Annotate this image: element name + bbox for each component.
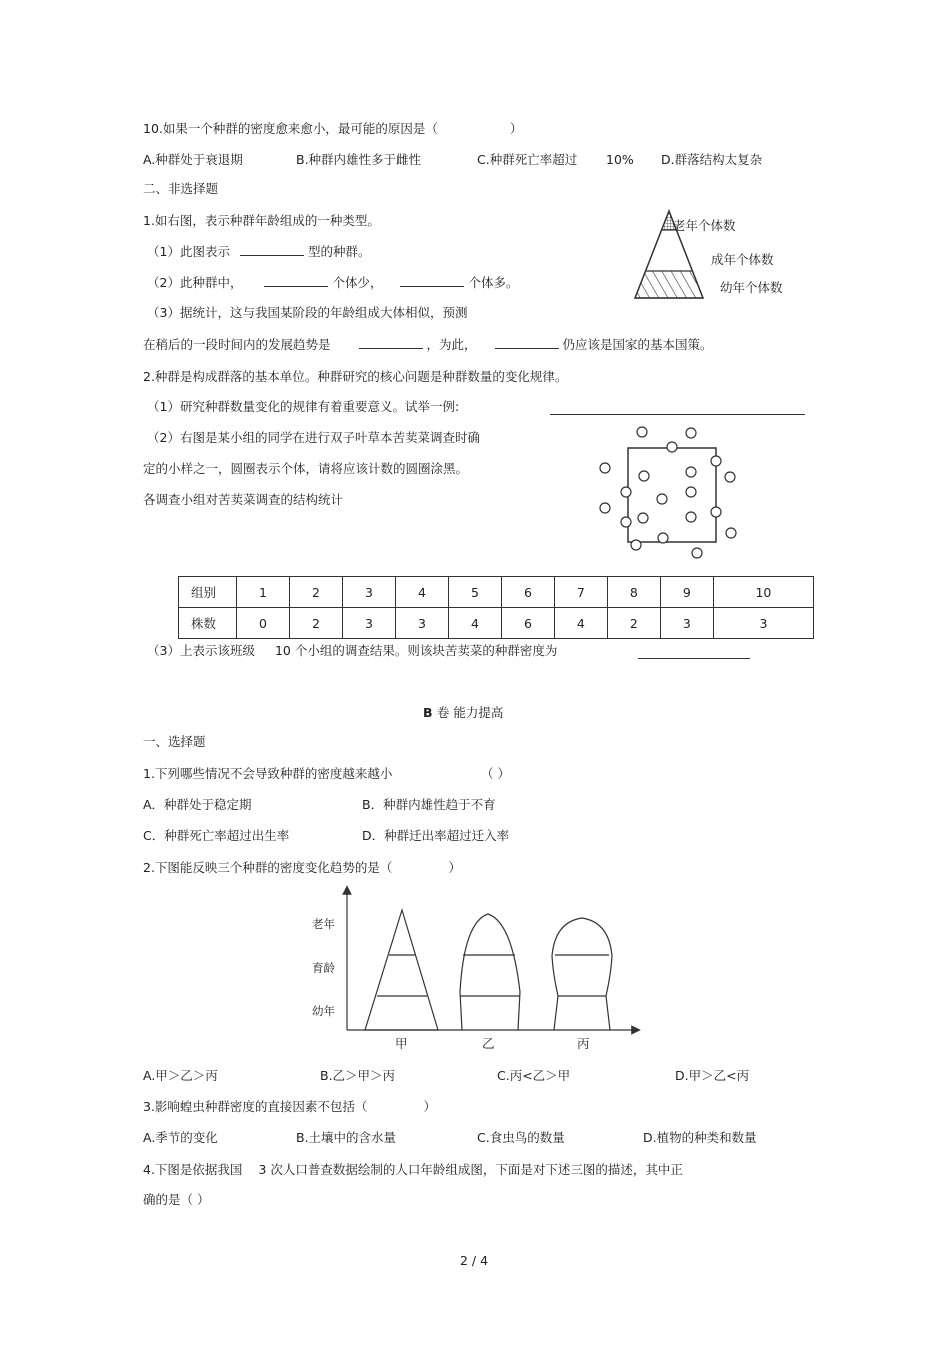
q10-option-c-percent: 10% [606,152,634,167]
individual [686,428,696,438]
q2-part2-cont: 定的小样之一，圆圈表示个体，请将应该计数的圆圈涂黑。 [143,461,469,476]
table-cell: 3 [342,608,395,639]
individual [711,507,721,517]
b4-stem-cont: 确的是（ ） [143,1192,210,1207]
b1-option-b: B．种群内雄性趋于不育 [362,797,496,812]
section-b-subtitle: 一、选择题 [143,734,206,749]
individual [637,427,647,437]
table-cell: 0 [237,608,290,639]
table-cell: 2 [289,608,342,639]
individual [657,494,667,504]
three-populations-diagram [300,882,645,1057]
individual [711,456,721,466]
table-cell: 1 [237,577,290,608]
individual [725,472,735,482]
q1-part1: （1）此图表示 型的种群。 [147,244,371,259]
b1-stem: 1.下列哪些情况不会导致种群的密度越来越小 [143,766,393,781]
table-row-count [179,608,814,639]
quadrat-square [628,448,716,542]
table-cell: 3 [660,608,713,639]
individual [686,487,696,497]
y-label-reproductive: 育龄 [312,961,335,975]
individual [658,533,668,543]
individual [639,471,649,481]
table-cell: 2 [607,608,660,639]
b3-option-b: B.土壤中的含水量 [296,1130,397,1145]
q2-part2: （2）右图是某小组的同学在进行双子叶草本苦荬菜调查时确 [147,430,480,445]
individual [638,513,648,523]
b2-option-d: D.甲＞乙<丙 [675,1068,750,1083]
table-cell: 4 [554,608,607,639]
table-cell: 9 [660,577,713,608]
y-label-old: 老年 [312,917,335,931]
table-cell: 8 [607,577,660,608]
individual [726,528,736,538]
q1-part2: （2）此种群中， 个体少， 个体多。 [147,275,519,290]
individual [600,503,610,513]
table-cell: 3 [342,577,395,608]
table-cell: 组别 [179,577,237,608]
q2-part3-answer-blank[interactable] [638,658,750,659]
q2-part3: （3）上表示该班级 10 个小组的调查结果。则该块苦荬菜的种群密度为 [147,643,558,658]
individual [621,517,631,527]
individual [667,442,677,452]
b2-option-c: C.丙<乙＞甲 [497,1068,571,1083]
y-label-young: 幼年 [312,1004,335,1018]
table-cell: 5 [448,577,501,608]
q10-option-d: D.群落结构太复杂 [661,152,763,167]
label-adult: 成年个体数 [711,252,774,267]
x-label-bing: 丙 [577,1036,590,1051]
b2-stem: 2.下图能反映三个种群的密度变化趋势的是（ ） [143,860,461,875]
young-section [635,271,703,298]
q10-stem: 10.如果一个种群的密度愈来愈小，最可能的原因是（ ） [143,121,523,136]
individual [686,467,696,477]
b1-option-c: C．种群死亡率超过出生率 [143,828,290,843]
b3-option-a: A.季节的变化 [143,1130,218,1145]
b3-stem: 3.影响蝗虫种群密度的直接因素不包括（ ） [143,1099,436,1114]
page-number: 2 / 4 [460,1253,489,1268]
survey-table [178,576,814,639]
shape-jia [365,910,438,1030]
b1-option-a: A．种群处于稳定期 [143,797,252,812]
individual [692,548,702,558]
individual [600,463,610,473]
individual [686,512,696,522]
x-label-jia: 甲 [395,1036,408,1051]
b2-option-b: B.乙＞甲＞丙 [320,1068,396,1083]
table-cell: 2 [289,577,342,608]
section-b-title: B 卷 能力提高 [423,705,504,720]
q1-part3: （3）据统计，这与我国某阶段的年龄组成大体相似，预测 [147,305,468,320]
x-label-yi: 乙 [482,1036,495,1051]
q10-option-b: B.种群内雄性多于雌性 [296,152,422,167]
b3-option-c: C.食虫鸟的数量 [477,1130,565,1145]
b4-stem: 4.下图是依据我国 3 次人口普查数据绘制的人口年龄组成图，下面是对下述三图的描述，其中正 [143,1162,683,1177]
q1-stem: 1.如右图，表示种群年龄组成的一种类型。 [143,213,380,228]
table-cell: 6 [501,577,554,608]
table-cell: 4 [448,608,501,639]
section-2-title: 二、非选择题 [143,181,219,196]
table-row-group [179,577,814,608]
q1-part3-cont: 在稍后的一段时间内的发展趋势是 ，为此， 仍应该是国家的基本国策。 [143,337,713,352]
q2-stem: 2.种群是构成群落的基本单位。种群研究的核心问题是种群数量的变化规律。 [143,369,568,384]
q10-option-a: A.种群处于衰退期 [143,152,243,167]
b1-option-d: D．种群迁出率超过迁入率 [362,828,510,843]
table-cell: 6 [501,608,554,639]
table-cell: 3 [395,608,448,639]
b2-option-a: A.甲＞乙＞丙 [143,1068,218,1083]
table-cell: 4 [395,577,448,608]
q2-part2-table-caption: 各调查小组对苦荬菜调查的结构统计 [143,492,344,507]
individual [621,487,631,497]
q2-part1: （1）研究种群数量变化的规律有着重要意义。试举一例: [147,399,460,414]
table-cell: 株数 [179,608,237,639]
shape-yi [460,914,520,1030]
q10-option-c: C.种群死亡率超过 [477,152,578,167]
age-pyramid-diagram [625,208,795,303]
table-cell: 3 [713,608,813,639]
b3-option-d: D.植物的种类和数量 [643,1130,757,1145]
shape-bing [552,918,612,1030]
b1-paren: （ ） [481,766,510,781]
individual [631,540,641,550]
table-cell: 10 [713,577,813,608]
sample-quadrat-diagram [590,420,750,565]
table-cell: 7 [554,577,607,608]
q2-part1-answer-blank[interactable] [550,414,805,415]
label-old: 老年个体数 [673,218,736,233]
label-young: 幼年个体数 [720,280,783,295]
